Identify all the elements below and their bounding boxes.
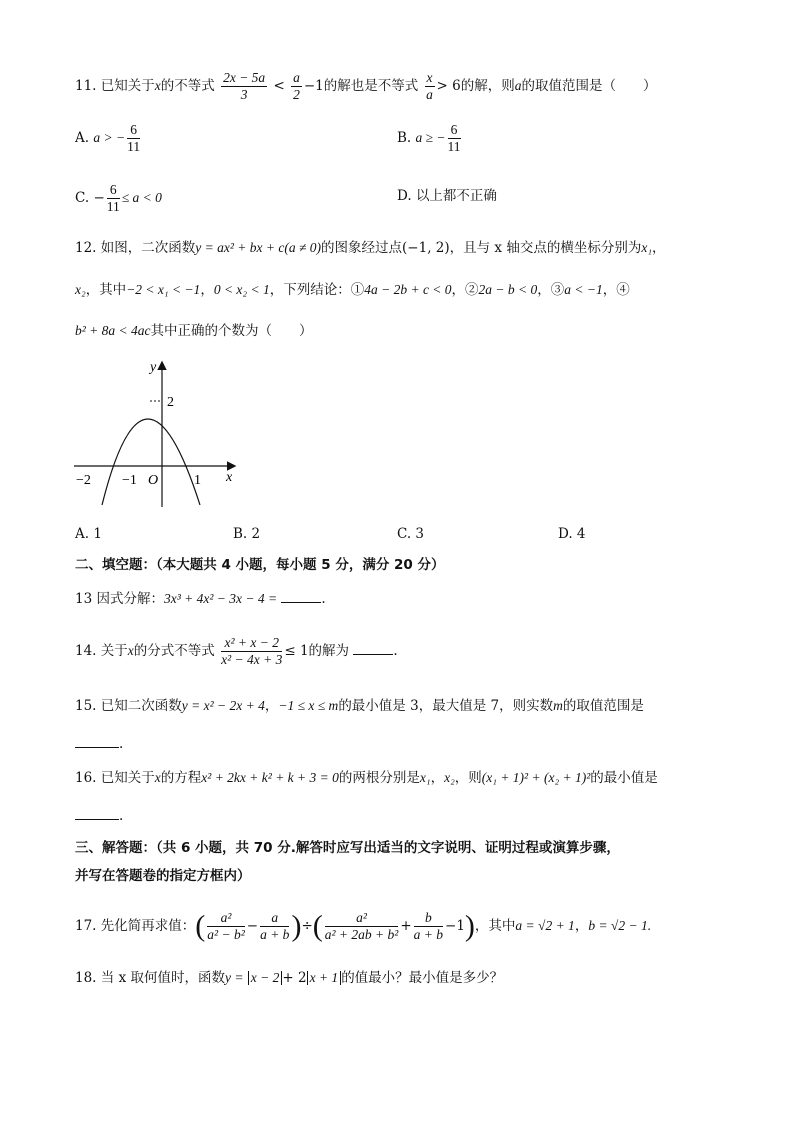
graph-tick-1: 1 xyxy=(194,473,201,488)
q15-var-m: m xyxy=(553,698,563,713)
graph-x-label: x xyxy=(226,470,233,485)
q18-text-b: 的值最小？最小值是多少？ xyxy=(341,970,504,986)
q18-abs1: x − 2 xyxy=(248,971,283,985)
q13-expr: 3x³ + 4x² − 3x − 4 = xyxy=(163,591,278,606)
q15-answer-line xyxy=(75,734,123,754)
q17-number: 17. xyxy=(75,918,97,934)
q13-end: . xyxy=(321,591,326,607)
q11-option-a-den: 11 xyxy=(127,139,141,154)
q17 xyxy=(75,910,651,943)
q12-line2-r1: −2 < x₁ < −1 xyxy=(126,282,201,297)
q12-line1-c: ，且与 x 轴交点的横坐标分别为 xyxy=(449,240,642,256)
q11-option-b-label: B. xyxy=(397,130,412,146)
q11-lt: < xyxy=(273,78,285,94)
q15-number: 15. xyxy=(75,698,97,714)
q17-text-b: ，其中 xyxy=(474,918,516,934)
q12-line2-c1: 4a − 2b + c < 0 xyxy=(364,282,452,297)
q12-line2-d: ，② xyxy=(451,282,479,298)
q17-paren-close1: ) xyxy=(291,909,302,943)
q11-text-e: 的取值范围是（ ） xyxy=(521,78,657,94)
q17-frac2-num: a xyxy=(260,910,289,927)
q11-frac3-num: x xyxy=(426,70,433,85)
q17-frac1-num: a² xyxy=(207,910,244,927)
q17-frac3 xyxy=(325,910,399,943)
q11-option-b-pre: a ≥ − xyxy=(415,130,446,145)
q12-option-c-text: C. 3 xyxy=(397,526,425,542)
q12-line2-c: ，下列结论：① xyxy=(269,282,365,298)
q15-text-c: 的最小值是 3，最大值是 7，则实数 xyxy=(338,698,554,714)
q11-option-c-label: C. xyxy=(75,190,90,206)
q11-option-a[interactable] xyxy=(75,122,142,155)
q11-option-b-den: 11 xyxy=(447,139,461,154)
q12-line2-e: ，③ xyxy=(537,282,565,298)
q11-var-a: a xyxy=(514,78,522,93)
q18-eq-pre: y = xyxy=(224,970,244,985)
q18-plus2: + 2 xyxy=(282,970,307,986)
q17-paren-open1: ( xyxy=(195,909,206,943)
q11-option-c-num: 6 xyxy=(107,182,120,199)
q12-line2-r2: 0 < x₂ < 1 xyxy=(213,282,270,297)
q16-x1: x₁ xyxy=(419,770,431,785)
q11-option-a-num: 6 xyxy=(127,122,140,139)
q17-plus: + xyxy=(400,918,412,934)
q11-option-c-pre: − xyxy=(93,190,105,206)
q15-text-b: ， xyxy=(264,698,279,714)
q14-var-x: x xyxy=(127,643,134,658)
q11-option-c-post: ≤ a < 0 xyxy=(121,190,162,205)
q16-text-c: 的两根分别是 xyxy=(338,770,420,786)
q17-frac1 xyxy=(207,910,244,943)
q11-frac2-num: a xyxy=(293,70,300,85)
q18-text-a: 当 x 取何值时，函数 xyxy=(100,970,225,986)
q12-line2-b: ， xyxy=(200,282,214,298)
q12-line1-a: 如图，二次函数 xyxy=(100,240,196,256)
q11-option-d-text: 以上都不正确 xyxy=(415,188,497,204)
q16-number: 16. xyxy=(75,770,97,786)
q11-minus1: −1 xyxy=(303,78,324,94)
q14-answer-blank[interactable] xyxy=(353,642,393,655)
section-solve-heading-line2: 并写在答题卷的指定方框内） xyxy=(75,868,251,884)
graph-tick-neg1: −1 xyxy=(122,473,137,488)
q18 xyxy=(75,968,503,988)
q14-end: . xyxy=(393,643,398,659)
q11-option-b-frac xyxy=(448,122,461,155)
q17-comma: ， xyxy=(574,918,589,934)
q11-var-x: x xyxy=(154,78,161,93)
q14-number: 14. xyxy=(75,643,97,659)
q14-text-b: 的分式不等式 xyxy=(133,643,215,659)
q17-frac3-den: a² + 2ab + b² xyxy=(324,927,399,942)
q11-frac2-den: 2 xyxy=(293,87,300,102)
q18-abs2: x + 1 xyxy=(307,971,342,985)
q17-frac2-den: a + b xyxy=(260,927,290,942)
q12-option-d-text: D. 4 xyxy=(558,526,586,542)
q14-frac-den: x² − 4x + 3 xyxy=(221,652,283,667)
graph-origin: O xyxy=(148,473,159,488)
q12-line1-x1: x₁ xyxy=(641,240,653,255)
q11-frac1-num: 2x − 5a xyxy=(223,70,266,85)
q13-number: 13 xyxy=(75,591,93,607)
q14 xyxy=(75,635,398,668)
q16-text-e: 的最小值是 xyxy=(590,770,658,786)
q12-number: 12. xyxy=(75,240,97,256)
q12-line1-pt: (−1, 2) xyxy=(402,240,450,256)
q16-text-d: ，则 xyxy=(454,770,482,786)
q11-text-d: 的解，则 xyxy=(460,78,515,94)
q12-option-c[interactable] xyxy=(397,524,424,544)
q11-frac1-den: 3 xyxy=(240,87,248,102)
q11-gt6: > 6 xyxy=(436,78,461,94)
q17-div: ÷ xyxy=(301,918,313,934)
q11-option-a-label: A. xyxy=(75,130,90,146)
q15-answer-blank[interactable] xyxy=(75,735,119,748)
q17-minus1: −1 xyxy=(445,918,465,934)
q12-parabola-graph xyxy=(70,355,245,515)
q11-stem xyxy=(75,70,657,103)
q12-line1 xyxy=(75,238,666,258)
q17-value-a: a = √2 + 1 xyxy=(515,918,575,933)
q12-option-b[interactable] xyxy=(233,524,260,544)
q12-line3-a: 其中正确的个数为（ ） xyxy=(150,323,313,339)
q12-line2-a: ，其中 xyxy=(85,282,127,298)
q11-frac1 xyxy=(221,70,267,103)
q12-line2-f: ，④ xyxy=(602,282,630,298)
section-fill-in-heading: 二、填空题：（本大题共 4 小题，每小题 5 分，满分 20 分） xyxy=(75,557,445,573)
q12-line3-c4: b² + 8a < 4ac xyxy=(75,323,151,338)
q17-frac4-den: a + b xyxy=(413,927,444,942)
q12-line3 xyxy=(75,321,313,341)
q13-answer-blank[interactable] xyxy=(281,590,321,603)
q11-text-b: 的不等式 xyxy=(160,78,215,94)
q14-text-d: 的解为 xyxy=(308,643,350,659)
q17-minus: − xyxy=(246,918,259,934)
q11-option-c-frac xyxy=(107,182,120,215)
q15-text-d: 的取值范围是 xyxy=(562,698,644,714)
q16-text-b: 的方程 xyxy=(160,770,202,786)
q17-frac3-num: a² xyxy=(325,910,399,927)
q15 xyxy=(75,696,644,716)
q11-frac2 xyxy=(291,70,302,103)
q11-option-b[interactable] xyxy=(397,122,463,155)
q16-text-a: 已知关于 xyxy=(100,770,155,786)
q11-option-a-pre: a > − xyxy=(93,130,126,145)
q16-var-x: x xyxy=(154,770,161,785)
q14-text-a: 关于 xyxy=(100,643,128,659)
q12-option-a[interactable] xyxy=(75,524,102,544)
graph-tick-neg2: −2 xyxy=(76,473,91,488)
q11-option-c-den: 11 xyxy=(106,199,120,214)
q15-range: −1 ≤ x ≤ m xyxy=(278,698,339,713)
q12-line2-c2: 2a − b < 0 xyxy=(478,282,538,297)
q12-line1-eq: y = ax² + bx + c(a ≠ 0) xyxy=(195,240,322,255)
q17-value-b: b = √2 − 1. xyxy=(588,918,652,933)
section-solve-heading-line1: 三、解答题：（共 6 小题，共 70 分.解答时应写出适当的文字说明、证明过程或演算步骤， xyxy=(75,840,620,856)
parabola-curve xyxy=(102,419,200,505)
q15-text-a: 已知二次函数 xyxy=(100,698,182,714)
q12-line1-b: 的图象经过点 xyxy=(321,240,403,256)
q12-option-d[interactable] xyxy=(558,524,586,544)
q16-eq: x² + 2kx + k² + k + 3 = 0 xyxy=(201,770,339,785)
q17-paren-open2: ( xyxy=(312,909,323,943)
q12-line2 xyxy=(75,280,630,300)
q17-frac1-den: a² − b² xyxy=(207,927,245,942)
q15-eq: y = x² − 2x + 4 xyxy=(181,698,265,713)
q16-x2: x₂ xyxy=(444,770,455,785)
q17-frac4 xyxy=(414,910,443,943)
q11-option-c[interactable] xyxy=(75,182,162,215)
q11-frac3-den: a xyxy=(426,87,433,102)
q12-option-b-text: B. 2 xyxy=(233,526,261,542)
q12-line2-x2: x₂ xyxy=(75,282,86,297)
q11-option-b-num: 6 xyxy=(448,122,461,139)
q17-paren-close2: ) xyxy=(464,909,475,943)
q14-frac-num: x² + x − 2 xyxy=(221,635,282,652)
graph-y-label: y xyxy=(150,360,157,375)
q11-option-d-label: D. xyxy=(397,188,412,204)
q12-line2-c3: a < −1 xyxy=(564,282,603,297)
q16-answer-line xyxy=(75,806,123,826)
q16-answer-blank[interactable] xyxy=(75,807,119,820)
q13-text: 因式分解： xyxy=(96,591,164,607)
q14-frac xyxy=(221,635,282,668)
q16-end: . xyxy=(119,808,124,824)
q11-text-c: 的解也是不等式 xyxy=(323,78,419,94)
q16 xyxy=(75,768,658,788)
q11-option-a-frac xyxy=(127,122,140,155)
q17-frac4-num: b xyxy=(414,910,443,927)
q11-frac3 xyxy=(425,70,435,103)
q11-number: 11. xyxy=(75,78,97,94)
q18-number: 18. xyxy=(75,970,97,986)
q13 xyxy=(75,589,326,609)
q16-comma: ， xyxy=(430,770,445,786)
q17-text-a: 先化简再求值： xyxy=(100,918,196,934)
q11-text-a: 已知关于 xyxy=(100,78,155,94)
q16-expr: (x₁ + 1)² + (x₂ + 1)² xyxy=(481,770,591,785)
q12-option-a-text: A. 1 xyxy=(75,526,102,542)
q14-le1: ≤ 1 xyxy=(284,643,309,659)
q11-option-d[interactable] xyxy=(397,186,497,206)
q15-end: . xyxy=(119,736,124,752)
graph-tick-2: 2 xyxy=(167,395,174,410)
q12-line1-comma: ， xyxy=(652,240,666,256)
q17-frac2 xyxy=(260,910,289,943)
